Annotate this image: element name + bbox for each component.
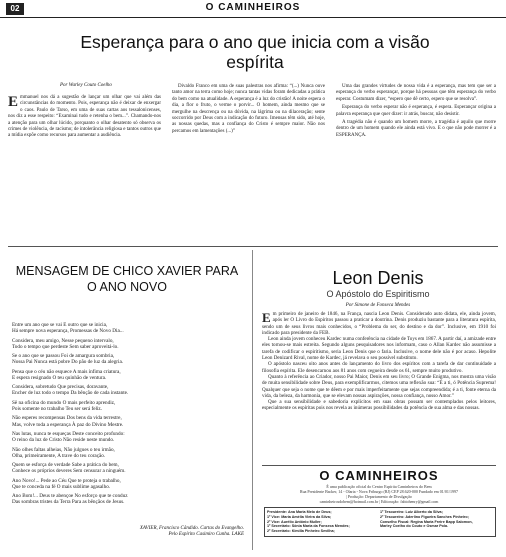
masthead-box-info (262, 484, 496, 504)
poem-line: Olha, primeiramente, A trave do teu coração. (12, 452, 106, 459)
poem-stanza (12, 493, 244, 505)
poem-line: E espera resignado O teu quinhão de ventura. (12, 374, 107, 381)
staff-entry: 1º Secretário: Sônia Maria da Fonseca Mendes; (267, 524, 350, 529)
poem-line: Pois somente no trabalho Teu ser será feliz. (12, 405, 103, 412)
poem-body (12, 322, 244, 509)
staff-entry: Marley Coelho do Couto e Osmar Pola. (380, 524, 449, 529)
header-masthead: O CAMINHEIROS (205, 2, 301, 13)
staff-entry: 2º Tesoureiro: Aderlino Figueira Sanches Pinheiro; (380, 514, 469, 519)
poem-credit-line: XAVIER, Francisco Cândido. Cartas do Evangelho. (139, 526, 244, 531)
article1-paragraph: Esperança do verbo esperar não é esperança, é espera. Esperançar origina a palavra esperança que quer dizer: ir atrás, buscar, não desistir. (336, 105, 496, 117)
article1-column-1 (8, 95, 161, 142)
masthead-info-line: É uma publicação oficial do Centro Espírita Caminheiros do Bem (326, 484, 432, 489)
article3-title: Leon Denis (332, 268, 424, 288)
poem-stanza (12, 478, 244, 490)
poem-line: Ano Novo!... Pede ao Céu Que te proteja o trabalho, (12, 477, 121, 484)
poem-line: Considera, sobretudo Que precisas, doravante, (12, 384, 109, 391)
poem-line: Das sombras tristes da Terra Para as bênçãos de Jesus. (12, 499, 125, 506)
drop-cap: E (262, 310, 271, 325)
article3-byline: Por Simone de Fonseca Mendes (345, 303, 411, 308)
article3-paragraph (262, 311, 496, 336)
poem-line: Nossa Pai Nunca está pobre Do pão de luz da alegria. (12, 359, 124, 366)
staff-entry: 2º Secretário: Kimilla Pinheiro Sevilha; (267, 529, 335, 534)
article3-paragraph: Quanto à referência ao Criador, nosso Pai Maior, Denis em seu livro; O Grande Enigma, nos mostra uma visão de muita sensibilidade sobre Deus, para exemplificarmos, citemos uma reflexão sua: “É a ti, ó Potência Suprema! Qualquer que seja o nome que te dêem e por mais imperfeitamente que sejas compreendida; é a ti, fonte eterna da vida, da beleza, da harmonia, que se elevam nossas aspirações, nossa confiança, nosso Amor.” (262, 373, 496, 399)
masthead-info-line: Rua Presidente Backer, 14 - Olaria - Nova Friburgo (RJ) CEP 28.620-000 Fundado em 01/01/1997 (299, 489, 459, 494)
staff-entry: Conselho Fiscal: Regina Maria Freire Bapp Salomon, (380, 519, 473, 524)
article1-column-3 (336, 84, 496, 141)
poem-line: Que te conceda na fé O mais sublime agasalho. (12, 483, 111, 490)
poem-line: O reino da luz de Cristo Não reside neste mundo. (12, 437, 115, 444)
poem-stanza (12, 338, 244, 350)
staff-column-left (267, 510, 380, 534)
poem-line: Sê na oficina do mundo O mais perfeito aprendiz, (12, 399, 116, 406)
staff-entry: 1º Tesoureiro: Luiz Alberto da Silva; (380, 510, 443, 514)
poem-stanza (12, 447, 244, 459)
column-divider (252, 250, 253, 550)
poem-stanza (12, 384, 244, 396)
staff-column-right (380, 510, 493, 534)
poem-line: Considera, meu amigo, Nesse pequeno intervalo, (12, 337, 114, 344)
staff-entry: Presidente: Ana Maria Melo de Deus; (267, 510, 332, 514)
poem-line: Todo o tempo que perdeste Sem saber aproveitá-lo. (12, 343, 119, 350)
poem-line: Não olhes faltas alheias, Não julgues o teu irmão, (12, 446, 115, 453)
article1-paragraph: Uma das grandes virtudes de nossa vida é a esperança, mas tem que ser a esperança do verbo esperançar, porque há pessoas que têm esperança do verbo esperar. Costumam dizer, “espero que dê certo, espero que se resolva”. (336, 84, 496, 102)
poem-line: Não esperes recompensas Dos bens da vida terrestre, (12, 415, 122, 422)
poem-line: Entre um ano que se vai E outro que se inicia, (12, 322, 108, 328)
article3-subtitle: O Apóstolo do Espiritismo (326, 289, 430, 299)
poem-stanza (12, 353, 244, 365)
article1-col1-text: mmanuel nos dá a sugestão de lançar um olhar que vai além das circunstâncias do momento. Pois, esperança não é deixar de enxergar o caos. Paulo de Tarso, em uma de suas cartas aos tessalonicenses, nos diz a esse respeito: “Examinai tudo e retenha o bem...”. Chamando-nos a atenção para um olhar lúcido, porquanto o olhar desatento só observa os crimes de violência, de racismo; de intolerância religiosa e tantos outros que a mídia expõe como recursos para aumentar a audiência. (8, 95, 161, 139)
poem-line: Encher de luz todo o tempo Da bênção de cada instante. (12, 390, 129, 397)
poem-line: Quem se esforça de verdade Sabe a prática do bem, (12, 462, 119, 469)
page-header-bar (0, 0, 506, 18)
poem-credit-line: Pelo Espírito Casimiro Cunha. LAKE (168, 532, 244, 538)
poem-credit (12, 526, 244, 538)
masthead-box-title: O CAMINHEIROS (319, 468, 439, 483)
poem-line: Ano Bom!... Deus te abençoe No esforço que te conduz (12, 493, 128, 500)
poem-line: Se o ano que se passou Foi de amargura sombria, (12, 353, 115, 360)
poem-stanza (12, 369, 244, 381)
poem-line: Há sempre nova esperança, Promessas de Novo Dia... (12, 328, 124, 335)
article1-column-2 (172, 84, 325, 137)
drop-cap: E (8, 94, 19, 110)
poem-stanza (12, 322, 244, 334)
section-divider (8, 246, 498, 247)
masthead-info-line: | Produção: Departamento de Divulgação (346, 494, 412, 499)
poem-line: Conhece os próprios deveres Sem censurar a ninguém. (12, 468, 126, 475)
staff-box (264, 507, 496, 537)
poem-stanza (12, 415, 244, 427)
poem-stanza (12, 431, 244, 443)
masthead-info-line: caminheirosdobem@hotmail.com.br | Editoração: fabiohenry@gmail.com (319, 499, 439, 504)
article3-paragraph: Leon ainda jovem conheceu Kardec numa conferência na cidade de Toys em 1867. A partir daí, a amizade entre eles tornou-se mais estreita. Segundo alguns pesquisadores nos informam, caso o Allan Kardec não assumisse a tarefa de codificar o espiritismo, seria Leon Denis que o faria. Inclusive, o nome dele não é por acaso. Hepolite Leon Denizard Rival, nome de Kardec, já revelava o seu possível substituto. (262, 336, 496, 362)
poem-stanza (12, 400, 244, 412)
article3-first-text: m primeiro de janeiro de 1846, na França, nascia Leon Denis. Considerado auto didata, ele, ainda jovem, após ler O Livro do Espíritos passou a praticar a doutrina. Denis produziu bastante para a literatura espírita, sendo um de seus livros mais conhecidos, o “Problema do ser, do destino e da dor”. Inclusive, em 1910 foi indicado para presidente da FEB. (262, 311, 496, 336)
poem-line: Mas, volve toda a esperança À paz do Divino Mestre. (12, 421, 124, 428)
article2-title: MENSAGEM DE CHICO XAVIER PARA O ANO NOVO (15, 264, 239, 294)
article1-byline: Por Warley Couto Coelho (60, 83, 112, 88)
poem-stanza (12, 462, 244, 474)
staff-entry: 1º Vice: Maria Amélia Vieira da Silva; (267, 514, 331, 519)
article1-paragraph (8, 95, 161, 140)
masthead-box-rule (262, 465, 496, 466)
poem-line: Pensa que o céu não esquece A mais ínfima criatura, (12, 368, 121, 375)
staff-entry: 2º Vice: Aurélio Antônio Muller; (267, 519, 322, 524)
article3-paragraph: O apóstolo nasceu oito anos antes do lançamento do livro dos espíritos com a tarefa de dar continuidade a filosofia espírita. Ele desencarnou aos 81 anos com cegueira desde os 61, sempre muito produtivo. (262, 361, 496, 374)
article3-body (262, 311, 496, 412)
poem-line: Nas lutas, nunca te esqueças Deste conceito profundo: (12, 431, 125, 438)
page-number: 02 (6, 3, 24, 15)
article1-paragraph: Divaldo Franco em uma de suas palestras nos afirma: “(...) Nunca ouve tanto amor na terra como hoje; nunca tantas vidas foram dedicadas a prática do bem como na atualidade. A esperança é a luz do cristão! A noite espera o dia, a flor o fruto, o verme o porvir... O homem, ainda mesmo que se mergulhe na descrença ou na dúvida, na lágrima ou na dilaceração; sente soccorrido por Deus com a indicação do futuro. Imensas têm sido, até hoje, as nossas quedas, mas a confiança do Cristo é sempre maior. Não nos percamos em lamentações (...)” (172, 84, 325, 134)
article1-title: Esperança para o ano que inicia com a visão espírita (80, 32, 430, 72)
article1-paragraph: A tragédia não é quando um homem morre, a tragédia é aquilo que morre dentro de um homem quando ele ainda está vivo. E o que não pode morrer é a ESPERANÇA. (336, 120, 496, 138)
article3-paragraph: Que a sua sensibilidade e sabedoria explícitos em suas obras possam ser contemplados pelos leitores, especialmente os espíritas pois nos revela as inúmeras possibilidades da potência de sua alma e das nossas. (262, 399, 496, 412)
